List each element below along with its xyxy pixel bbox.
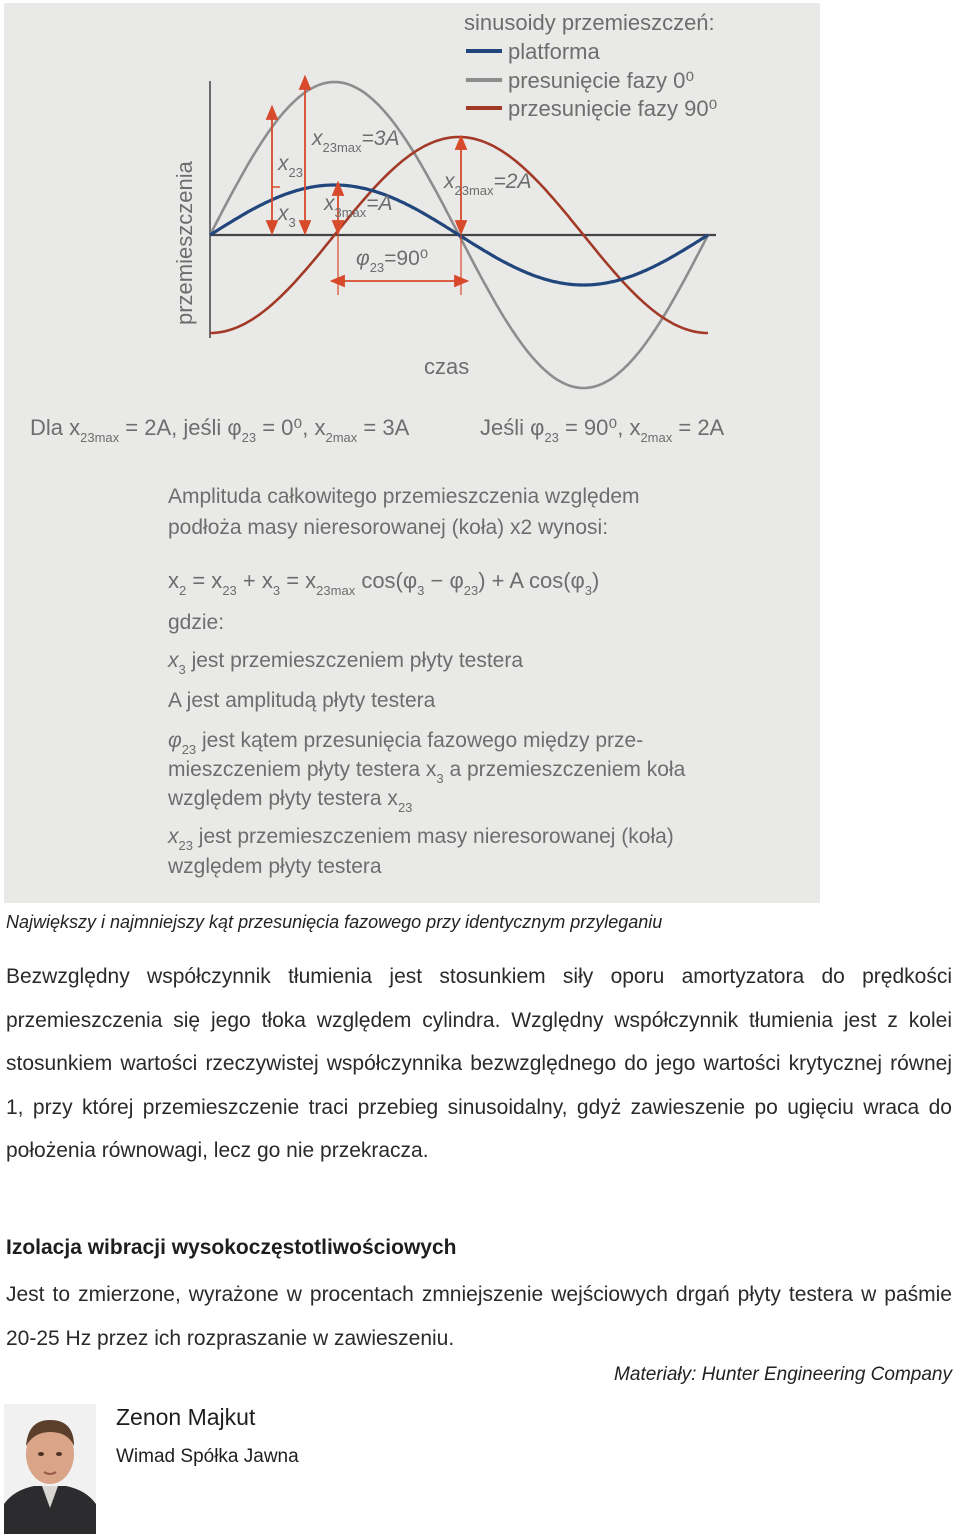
paragraph-damping: Bezwzględny współczynnik tłumienia jest stosunkiem siły oporu amortyzatora do prędkości przemieszczenia się jego tłoka względem cylindra. Względny współczynnik tłumienia jest z kolei stosunkiem wartości rzeczywistej współczynnika bezwzględnego do jego wartości krytycznej równej 1, przy której przemieszczenie traci przebieg sinusoidalny, gdyż zawieszenie po ugięciu wraca do położenia równowagi, lecz go nie przekracza.: [6, 965, 952, 1162]
svg-text:x23max=2A: $x_{23max}=2A$: [444, 170, 532, 198]
annotation-x23max-3a: [311, 127, 399, 155]
legend-item-phase-90: przesunięcie fazy 90⁰: [508, 96, 718, 121]
amplitude-line-1: Amplituda całkowitego przemieszczenia względem: [168, 485, 640, 508]
annotation-x3max: [323, 192, 393, 220]
paragraph-vibration-isolation: Jest to zmierzone, wyrażone w procentach zmniejszenie wejściowych drgań płyty testera w paśmie 20-25 Hz przez ich rozpraszanie w zawieszeniu.: [6, 1283, 952, 1350]
svg-text:x23max=3A: $x_{23max}=3A$: [312, 127, 400, 155]
definition-x23-line2: względem płyty testera: [168, 855, 382, 878]
amplitude-line-2: podłoża masy nieresorowanej (koła) x2 wynosi:: [168, 516, 609, 539]
annotation-x23: [277, 152, 303, 180]
svg-text:x23: $x_{23}$: [278, 152, 303, 180]
svg-text:x3max=A: $x_{3max}=A$: [324, 192, 393, 220]
author-portrait-image: [4, 1404, 96, 1534]
definition-x23: $x_{23}$ jest przemieszczeniem masy nieresorowanej (koła): [168, 825, 674, 853]
condition-left: Dla $x_{23max} = 2A$, jeśli $\varphi_{23} = 0^0$, $x_{2max} = 3A$: [30, 415, 410, 445]
annotation-x3: [277, 202, 296, 230]
condition-right: Jeśli $\varphi_{23} = 90^0$, $x_{2max} = 2A$: [480, 415, 725, 445]
author-company: Wimad Spółka Jawna: [116, 1446, 299, 1467]
definition-phi23-line3: względem płyty testera $x_{23}$: [168, 787, 413, 815]
section-heading: Izolacja wibracji wysokoczęstotliwościowych: [6, 1236, 457, 1259]
definition-a: A jest amplitudą płyty testera: [168, 689, 436, 712]
definition-phi23: $\varphi_{23}$ jest kątem przesunięcia fazowego między prze-: [168, 729, 644, 757]
author-name: Zenon Majkut: [116, 1404, 256, 1430]
gdzie-label: gdzie:: [168, 611, 225, 634]
source-credit: Materiały: Hunter Engineering Company: [614, 1364, 952, 1385]
definition-x3: $x_3$ jest przemieszczeniem płyty testera: [168, 649, 524, 677]
author-photo: [4, 1404, 96, 1534]
definition-phi23-line2: mieszczeniem płyty testera $x_3$ a przemieszczeniem koła: [168, 758, 686, 786]
x-axis-label: czas: [424, 354, 470, 379]
displacement-diagram: [4, 3, 820, 903]
legend-item-platform: platforma: [508, 39, 600, 64]
svg-text:φ23=90⁰: $\varphi_{23}=90^0$: [356, 247, 429, 275]
annotation-x23max-2a: [443, 170, 531, 198]
formula: $x_2 = x_{23} + x_3 = x_{23max}$ $\cos(\varphi_3 - \varphi_{23}) + A$ $\cos(\varphi_3)$: [168, 568, 600, 598]
figure-caption: Największy i najmniejszy kąt przesunięcia fazowego przy identycznym przyleganiu: [6, 912, 663, 932]
svg-text:x3: $x_3$: [278, 202, 296, 230]
y-axis-label: przemieszczenia: [172, 161, 197, 325]
figure-panel: [4, 3, 820, 903]
legend-item-phase-0: presunięcie fazy 0⁰: [508, 68, 695, 93]
annotation-phi23: [356, 247, 428, 275]
legend-title: sinusoidy przemieszczeń:: [464, 10, 715, 35]
